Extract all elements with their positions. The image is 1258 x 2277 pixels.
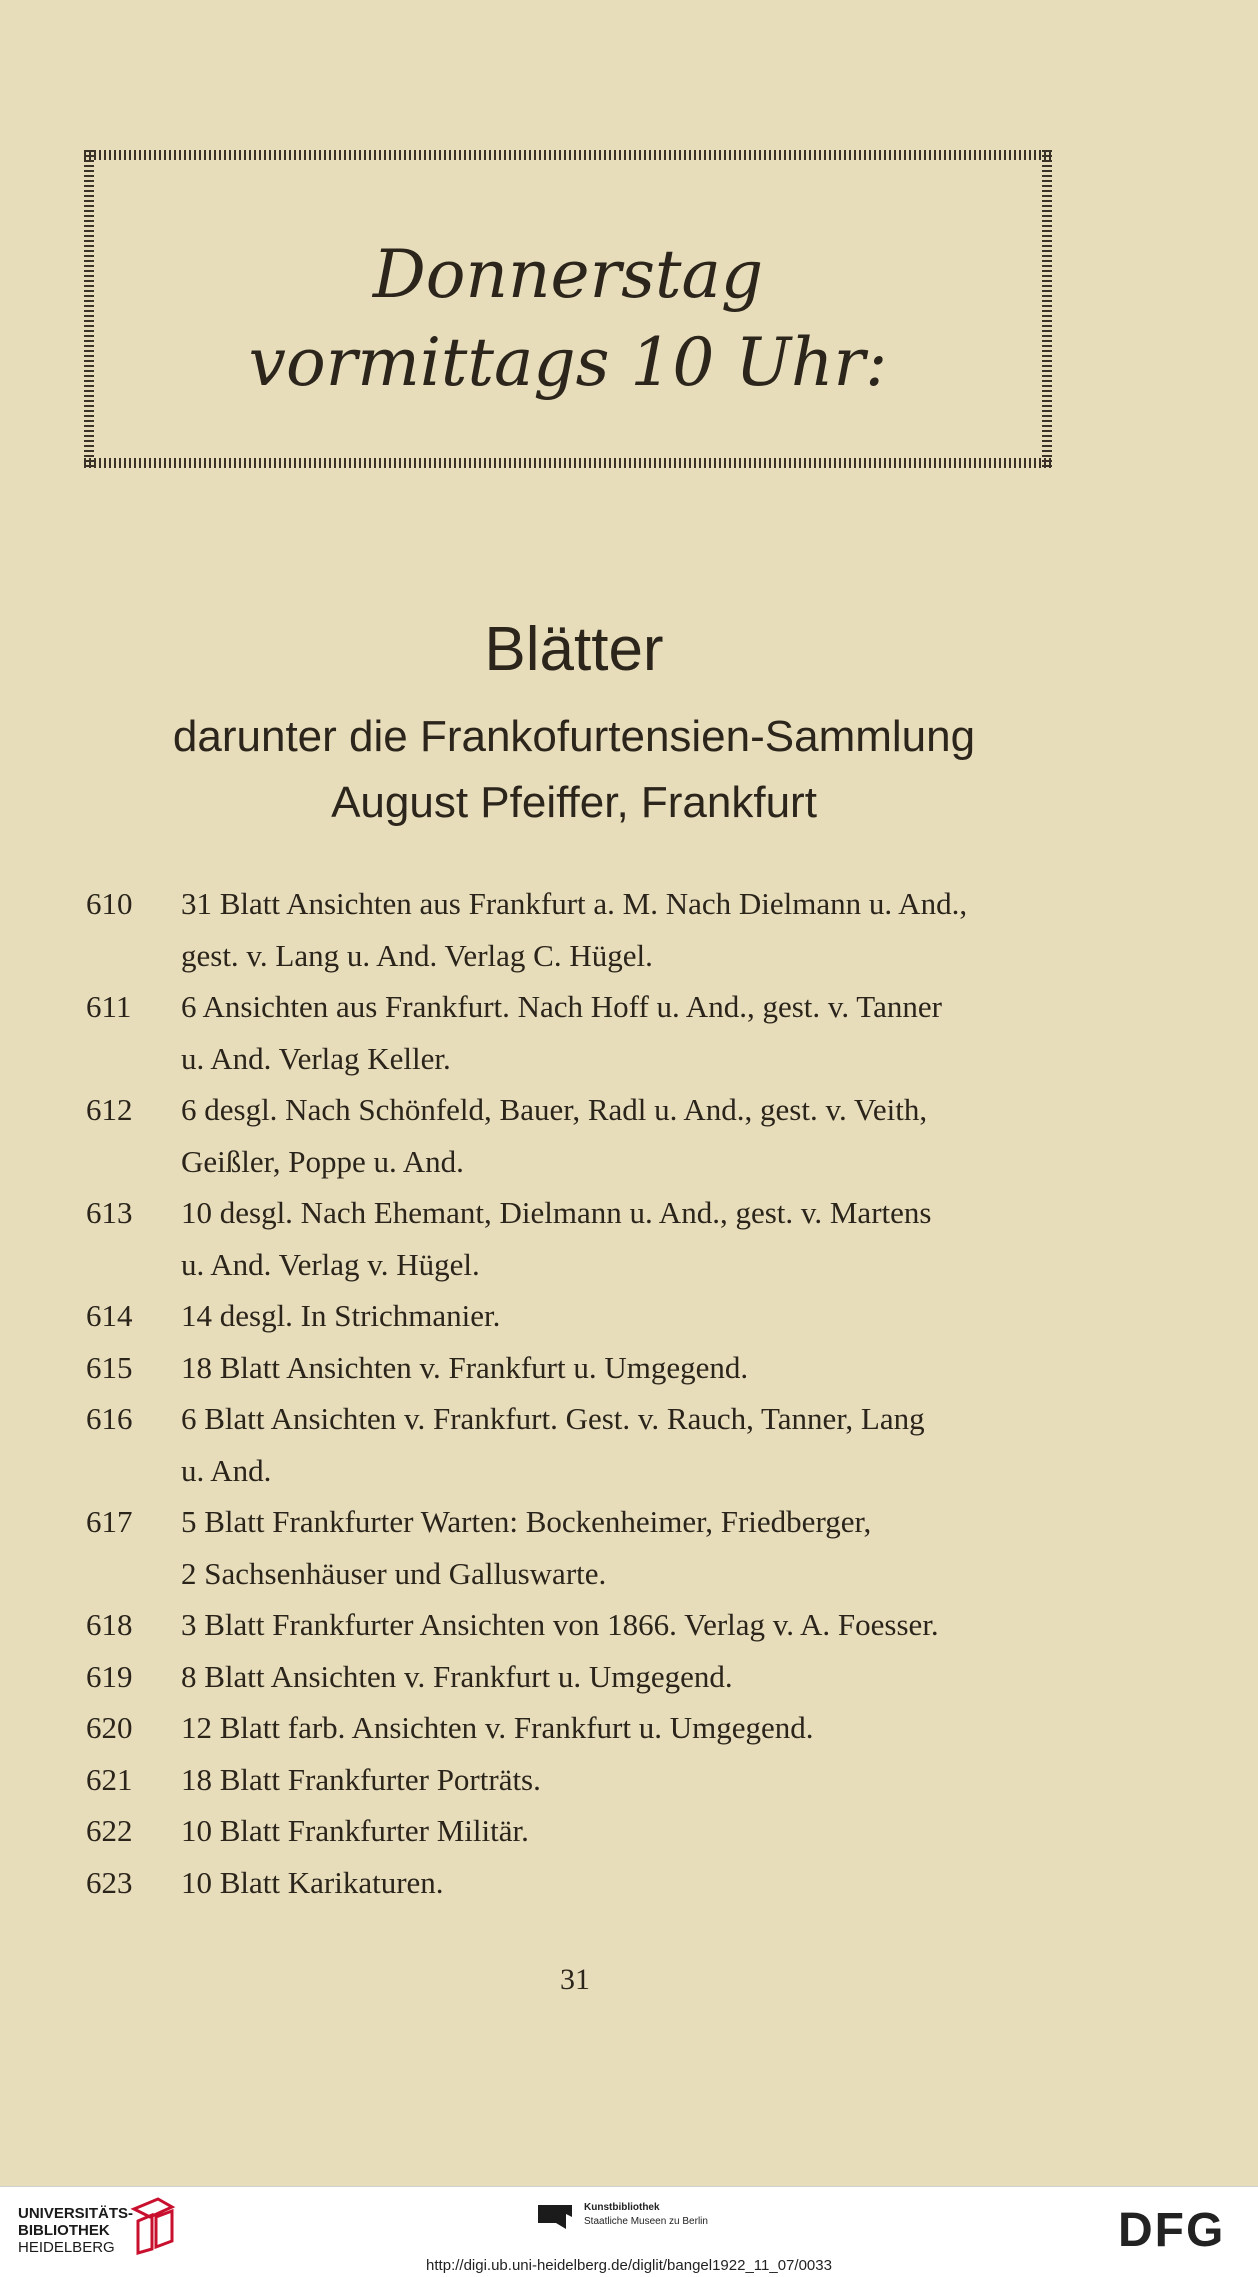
entry-line: 10 Blatt Frankfurter Militär. — [181, 1813, 529, 1848]
catalog-entry — [86, 1496, 1086, 1599]
frame-border-top — [84, 150, 1052, 160]
entry-number: 614 — [86, 1298, 133, 1333]
entry-number: 610 — [86, 886, 133, 921]
entry-description — [181, 1754, 1086, 1806]
entry-description — [181, 1084, 1086, 1187]
entry-line: Geißler, Poppe u. And. — [181, 1143, 464, 1179]
catalog-entry — [86, 1651, 1086, 1703]
catalog-entry — [86, 878, 1086, 981]
entry-description — [181, 1702, 1086, 1754]
entry-description — [181, 1290, 1086, 1342]
entry-line: gest. v. Lang u. And. Verlag C. Hügel. — [181, 937, 653, 973]
dfg-logo[interactable]: DFG — [1118, 2204, 1226, 2257]
entry-line: 2 Sachsenhäuser und Galluswarte. — [181, 1555, 607, 1591]
kunstbibliothek-label[interactable] — [584, 2201, 708, 2229]
catalog-entry — [86, 1084, 1086, 1187]
header-line-1: Donnerstag — [372, 236, 764, 313]
entry-line: 10 desgl. Nach Ehemant, Dielmann u. And., gest. v. Martens — [181, 1195, 932, 1230]
entry-line: 31 Blatt Ansichten aus Frankfurt a. M. Nach Dielmann u. And., — [181, 886, 968, 921]
entry-line: u. And. Verlag Keller. — [181, 1040, 451, 1076]
catalog-entry — [86, 1754, 1086, 1806]
entry-number: 618 — [86, 1607, 133, 1642]
catalog-entry — [86, 1393, 1086, 1496]
entry-number: 611 — [86, 989, 132, 1024]
frame-border-bottom — [84, 458, 1052, 468]
entry-number: 615 — [86, 1349, 133, 1385]
entry-number: 619 — [86, 1658, 133, 1694]
entry-line: 10 Blatt Karikaturen. — [181, 1864, 444, 1900]
entry-description — [181, 1187, 1086, 1290]
entry-number: 613 — [86, 1195, 133, 1230]
entry-description — [181, 1857, 1086, 1909]
ub-heidelberg-label[interactable] — [18, 2205, 133, 2256]
entry-line: u. And. Verlag v. Hügel. — [181, 1246, 480, 1282]
entry-number: 621 — [86, 1761, 133, 1797]
catalog-entry — [86, 1702, 1086, 1754]
entry-number: 616 — [86, 1401, 133, 1436]
header-line-2: vormittags 10 Uhr: — [248, 324, 888, 401]
section-title: Blätter — [484, 615, 664, 684]
ub-line-1: UNIVERSITÄTS- — [18, 2205, 134, 2222]
section-subtitle-1: darunter die Frankofurtensien-Sammlung — [172, 712, 976, 761]
catalog-entry — [86, 1342, 1086, 1394]
entry-description — [181, 1496, 1086, 1599]
entry-description — [181, 1342, 1086, 1394]
entry-number: 622 — [86, 1813, 133, 1848]
entry-line: 18 Blatt Frankfurter Porträts. — [181, 1761, 541, 1797]
catalog-entry — [86, 1599, 1086, 1651]
entry-description — [181, 878, 1086, 981]
catalog-entry — [86, 1290, 1086, 1342]
catalog-entry-list — [86, 878, 1086, 1908]
catalog-entry — [86, 981, 1086, 1084]
footer-bar — [0, 2186, 1258, 2277]
entry-number: 612 — [86, 1092, 133, 1127]
entry-line: 6 Ansichten aus Frankfurt. Nach Hoff u. And., gest. v. Tanner — [181, 989, 942, 1024]
permalink-url[interactable]: http://digi.ub.uni-heidelberg.de/diglit/bangel1922_11_07/0033 — [426, 2257, 832, 2274]
entry-number: 617 — [86, 1504, 133, 1539]
frame-border-right — [1042, 150, 1052, 468]
ub-line-2: BIBLIOTHEK — [18, 2222, 110, 2239]
entry-line: 12 Blatt farb. Ansichten v. Frankfurt u. Umgegend. — [181, 1710, 814, 1745]
page-number: 31 — [560, 1963, 590, 1996]
entry-line: u. And. — [181, 1452, 272, 1488]
entry-description — [181, 981, 1086, 1084]
entry-description — [181, 1805, 1086, 1857]
entry-line: 6 Blatt Ansichten v. Frankfurt. Gest. v. Rauch, Tanner, Lang — [181, 1401, 925, 1436]
entry-line: 6 desgl. Nach Schönfeld, Bauer, Radl u. And., gest. v. Veith, — [181, 1092, 928, 1127]
entry-line: 8 Blatt Ansichten v. Frankfurt u. Umgegend. — [181, 1658, 733, 1694]
kb-line-1: Kunstbibliothek — [584, 2202, 660, 2213]
catalog-entry — [86, 1805, 1086, 1857]
entry-description — [181, 1651, 1086, 1703]
entry-line: 18 Blatt Ansichten v. Frankfurt u. Umgegend. — [181, 1349, 749, 1385]
entry-line: 14 desgl. In Strichmanier. — [181, 1298, 501, 1333]
kunstbibliothek-logo-icon[interactable] — [536, 2201, 574, 2235]
entry-number: 623 — [86, 1864, 133, 1900]
catalog-entry — [86, 1187, 1086, 1290]
kb-line-2: Staatliche Museen zu Berlin — [584, 2216, 708, 2227]
entry-line: 5 Blatt Frankfurter Warten: Bockenheimer, Friedberger, — [181, 1504, 872, 1539]
ub-line-3: HEIDELBERG — [18, 2239, 115, 2256]
header-frame — [84, 150, 1052, 468]
entry-line: 3 Blatt Frankfurter Ansichten von 1866. Verlag v. A. Foesser. — [181, 1607, 939, 1642]
entry-number: 620 — [86, 1710, 133, 1745]
frame-border-left — [84, 150, 94, 468]
catalog-entry — [86, 1857, 1086, 1909]
entry-description — [181, 1599, 1086, 1651]
entry-description — [181, 1393, 1086, 1496]
section-subtitle-2: August Pfeiffer, Frankfurt — [331, 778, 817, 827]
ub-heidelberg-logo-icon[interactable] — [128, 2195, 178, 2257]
